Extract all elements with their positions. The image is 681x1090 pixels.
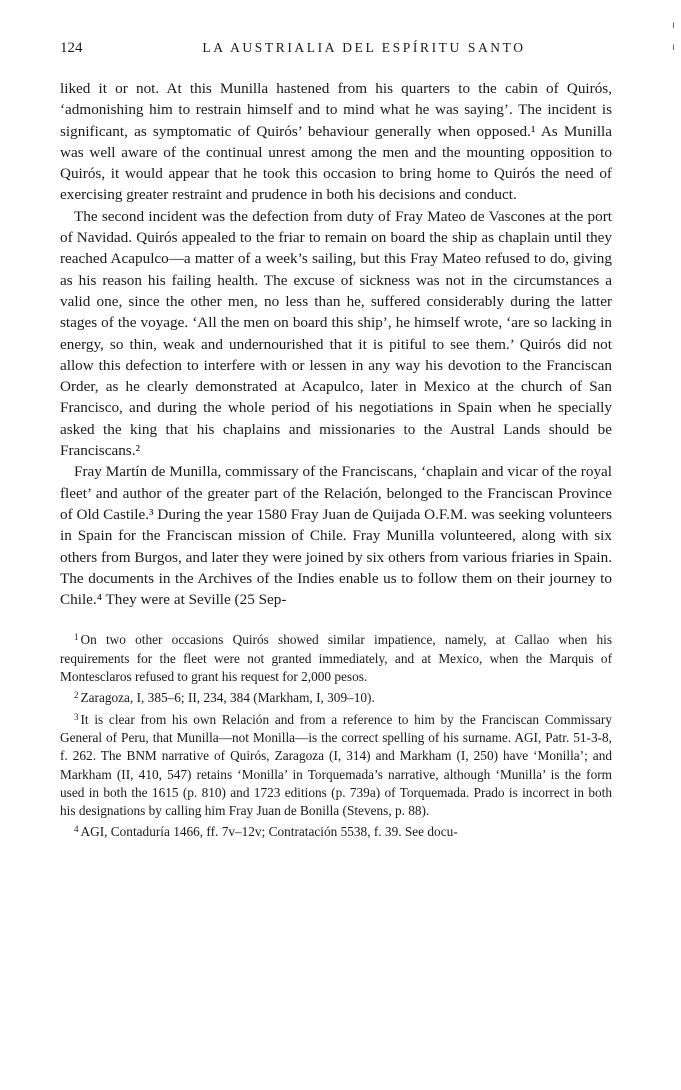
margin-mark: ı <box>672 42 675 53</box>
footnote-mark: 1 <box>74 632 79 643</box>
footnote-4 <box>60 823 612 841</box>
footnote-text: Zaragoza, I, 385–6; II, 234, 384 (Markham, I, 309–10). <box>80 690 375 706</box>
page-header <box>60 40 612 62</box>
book-page <box>60 40 612 845</box>
footnote-mark: 2 <box>74 690 79 701</box>
footnotes <box>60 631 612 841</box>
paragraph-2: The second incident was the defection from duty of Fray Mateo de Vascones at the port of Navidad. Quirós appealed to the friar to remain on board the ship as chaplain until they reached Acapulco—a matter of a week’s sailing, but this Fray Mateo refused to do, giving as his reason his failing health. The excuse of sickness was not in the circumstances a valid one, since the other men, no less than he, suffered considerably during the latter stages of the voyage. ‘All the men on board this ship’, he himself wrote, ‘are so lacking in energy, so thin, weak and undernourished that it is pitiful to see them.’ Quirós did not allow this defection to interfere with or lessen in any way his devotion to the Franciscan Order, as he clearly demonstrated at Acapulco, later in Mexico at the church of San Francisco, and during the whole period of his negotiations in Spain when he specially asked the king that his chaplains and missionaries to the Austral Lands should be Franciscans.² <box>60 207 612 460</box>
margin-mark: ı <box>672 20 675 31</box>
footnote-text: On two other occasions Quirós showed similar impatience, namely, at Callao when his requirements for the fleet were not granted immediately, and at Mexico, when the Marquis of Montesclaros refused to grant his request for 2,000 pesos. <box>60 632 612 685</box>
footnote-1 <box>60 631 612 686</box>
margin-marks <box>672 20 680 64</box>
footnote-3 <box>60 711 612 821</box>
paragraph-3: Fray Martín de Munilla, commissary of the Franciscans, ‘chaplain and vicar of the royal fleet’ and author of the greater part of the Relación, belonged to the Franciscan Province of Old Castile.³ During the year 1580 Fray Juan de Quijada O.F.M. was seeking volunteers in Spain for the Franciscan mission of Chile. Fray Munilla volunteered, along with six others from Burgos, and later they were joined by six others from various friaries in Spain. The documents in the Archives of the Indies enable us to follow them on their journey to Chile.⁴ They were at Seville (25 Sep- <box>60 463 612 609</box>
footnote-2 <box>60 689 612 707</box>
footnote-mark: 3 <box>74 711 79 722</box>
footnote-text: It is clear from his own Relación and from a reference to him by the Franciscan Commissary General of Peru, that Munilla—not Monilla—is the correct spelling of his surname. AGI, Patr. 51-3-8, f. 262. The BNM narrative of Quirós, Zaragoza (I, 314) and Markham (I, 250) have ‘Monilla’; and Markham (II, 410, 547) retains ‘Monilla’ in Torquemada’s narrative, although ‘Munilla’ is the form used in both the 1615 (p. 810) and 1723 editions (p. 739a) of Torquemada. Prado is incorrect in both his designations by calling him Fray Juan de Bonilla (Stevens, p. 88). <box>60 711 612 819</box>
paragraph-1: liked it or not. At this Munilla hastened from his quarters to the cabin of Quirós, ‘admonishing him to restrain himself and to mind what he was saying’. The incident is significant, as symptomatic of Quirós’ behaviour generally when opposed.¹ As Munilla was well aware of the continual unrest among the men and the mounting opposition to Quirós, it would appear that he took this occasion to bring home to Quirós the need of exercising greater restraint and prudence in both his decisions and conduct. <box>60 80 612 204</box>
footnote-text: AGI, Contaduría 1466, ff. 7v–12v; Contratación 5538, f. 39. See docu- <box>80 824 458 840</box>
page-number: 124 <box>60 40 83 56</box>
running-head: LA AUSTRIALIA DEL ESPÍRITU SANTO <box>202 40 526 55</box>
footnote-mark: 4 <box>74 824 79 835</box>
body-text <box>60 78 612 610</box>
